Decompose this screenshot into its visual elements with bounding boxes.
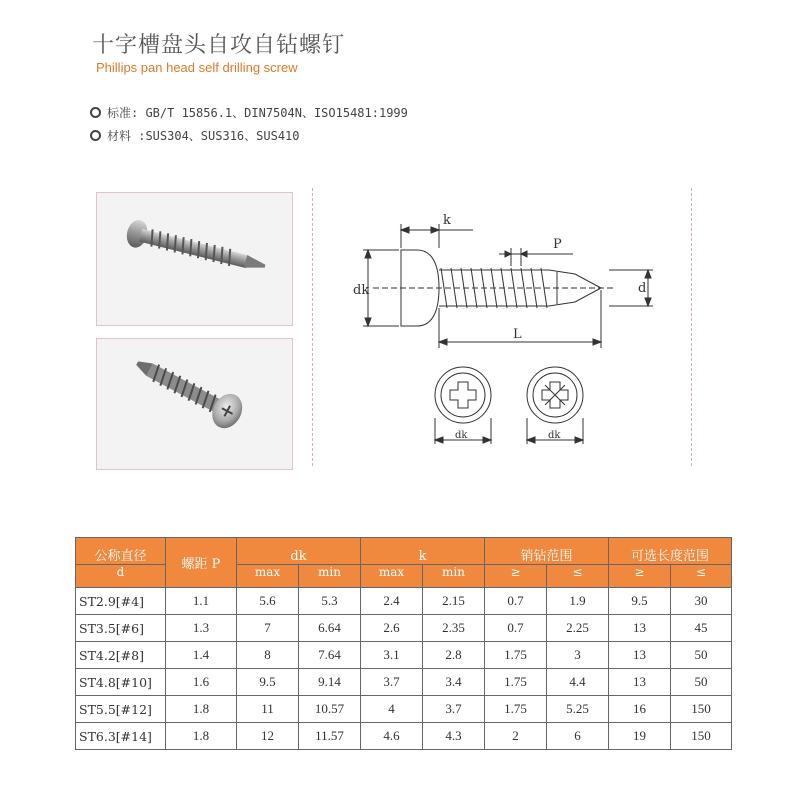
material-text: 材料 :SUS304、SUS316、SUS410 <box>107 129 300 143</box>
table-cell: 150 <box>671 723 732 750</box>
table-cell: 5.25 <box>547 696 609 723</box>
table-cell: 2.6 <box>361 615 423 642</box>
header-pitch: 螺距 P <box>166 538 237 588</box>
material-line <box>90 127 300 144</box>
table-cell: 0.7 <box>485 615 547 642</box>
table-cell: 45 <box>671 615 732 642</box>
table-cell: 50 <box>671 642 732 669</box>
table-row <box>76 723 732 750</box>
header-drill-max: ≤ <box>547 565 609 588</box>
table-cell: 16 <box>609 696 671 723</box>
table-cell: 150 <box>671 696 732 723</box>
table-cell: 4.4 <box>547 669 609 696</box>
table-cell: 5.3 <box>299 588 361 615</box>
table-cell: 1.75 <box>485 669 547 696</box>
header-drill-range: 销钻范围 <box>485 538 609 565</box>
label-dk: dk <box>353 283 370 298</box>
table-cell: 2.25 <box>547 615 609 642</box>
table-cell: 1.4 <box>166 642 237 669</box>
bullet-icon <box>90 130 101 141</box>
label-k: k <box>443 213 451 228</box>
header-k: k <box>361 538 485 565</box>
label-l: L <box>513 327 522 342</box>
table-cell: 1.8 <box>166 696 237 723</box>
page-subtitle: Phillips pan head self drilling screw <box>96 60 298 75</box>
table-cell: 12 <box>237 723 299 750</box>
table-cell: 1.3 <box>166 615 237 642</box>
table-cell: 0.7 <box>485 588 547 615</box>
table-cell: 2.4 <box>361 588 423 615</box>
header-length-min: ≥ <box>609 565 671 588</box>
header-length-max: ≤ <box>671 565 732 588</box>
header-nominal-diameter: 公称直径 <box>76 538 166 565</box>
screw-photo-side <box>96 192 293 326</box>
table-cell: 13 <box>609 669 671 696</box>
table-cell: 8 <box>237 642 299 669</box>
table-cell: 7.64 <box>299 642 361 669</box>
table-cell: 4 <box>361 696 423 723</box>
table-cell: 3.4 <box>423 669 485 696</box>
label-dk-head2: dk <box>548 430 561 441</box>
header-k-min: min <box>423 565 485 588</box>
table-cell: 30 <box>671 588 732 615</box>
table-cell: 3.7 <box>423 696 485 723</box>
table-cell: ST4.2[#8] <box>76 642 166 669</box>
table-cell: 6.64 <box>299 615 361 642</box>
table-body <box>76 588 732 750</box>
table-cell: ST2.9[#4] <box>76 588 166 615</box>
screw-photo-head <box>96 338 293 470</box>
table-cell: 50 <box>671 669 732 696</box>
table-cell: ST5.5[#12] <box>76 696 166 723</box>
table-row <box>76 642 732 669</box>
spec-table <box>75 537 732 750</box>
table-cell: 13 <box>609 642 671 669</box>
table-row <box>76 696 732 723</box>
table-cell: 4.6 <box>361 723 423 750</box>
table-cell: 9.14 <box>299 669 361 696</box>
table-cell: 6 <box>547 723 609 750</box>
standard-line <box>90 104 408 121</box>
header-d: d <box>76 565 166 588</box>
header-length-range: 可选长度范围 <box>609 538 732 565</box>
table-cell: 1.1 <box>166 588 237 615</box>
table-cell: 3.1 <box>361 642 423 669</box>
table-cell: 2.15 <box>423 588 485 615</box>
table-cell: 2 <box>485 723 547 750</box>
header-k-max: max <box>361 565 423 588</box>
table-cell: 19 <box>609 723 671 750</box>
table-cell: 5.6 <box>237 588 299 615</box>
table-cell: 9.5 <box>237 669 299 696</box>
header-dk: dk <box>237 538 361 565</box>
label-dk-head1: dk <box>455 430 468 441</box>
table-cell: ST4.8[#10] <box>76 669 166 696</box>
header-dk-max: max <box>237 565 299 588</box>
table-cell: ST3.5[#6] <box>76 615 166 642</box>
table-cell: 13 <box>609 615 671 642</box>
table-cell: 1.9 <box>547 588 609 615</box>
header-drill-min: ≥ <box>485 565 547 588</box>
table-cell: 10.57 <box>299 696 361 723</box>
table-cell: 9.5 <box>609 588 671 615</box>
table-cell: 1.6 <box>166 669 237 696</box>
page-title: 十字槽盘头自攻自钻螺钉 <box>92 33 346 58</box>
standard-text: 标准: GB/T 15856.1、DIN7504N、ISO15481:1999 <box>107 106 408 120</box>
table-cell: 2.35 <box>423 615 485 642</box>
table-cell: 11.57 <box>299 723 361 750</box>
header-dk-min: min <box>299 565 361 588</box>
table-cell: 7 <box>237 615 299 642</box>
screw-side-image <box>97 193 292 325</box>
screw-head-image <box>97 339 292 469</box>
table-cell: 4.3 <box>423 723 485 750</box>
dimension-diagram <box>313 188 691 466</box>
technical-drawing <box>312 188 692 466</box>
table-cell: 1.75 <box>485 642 547 669</box>
bullet-icon <box>90 107 101 118</box>
table-cell: 3.7 <box>361 669 423 696</box>
table-row <box>76 588 732 615</box>
table-cell: ST6.3[#14] <box>76 723 166 750</box>
table-row <box>76 669 732 696</box>
table-cell: 11 <box>237 696 299 723</box>
label-p: P <box>553 237 562 252</box>
table-cell: 2.8 <box>423 642 485 669</box>
table-row <box>76 615 732 642</box>
label-d: d <box>638 281 647 296</box>
table-cell: 1.8 <box>166 723 237 750</box>
table-cell: 1.75 <box>485 696 547 723</box>
table-cell: 3 <box>547 642 609 669</box>
